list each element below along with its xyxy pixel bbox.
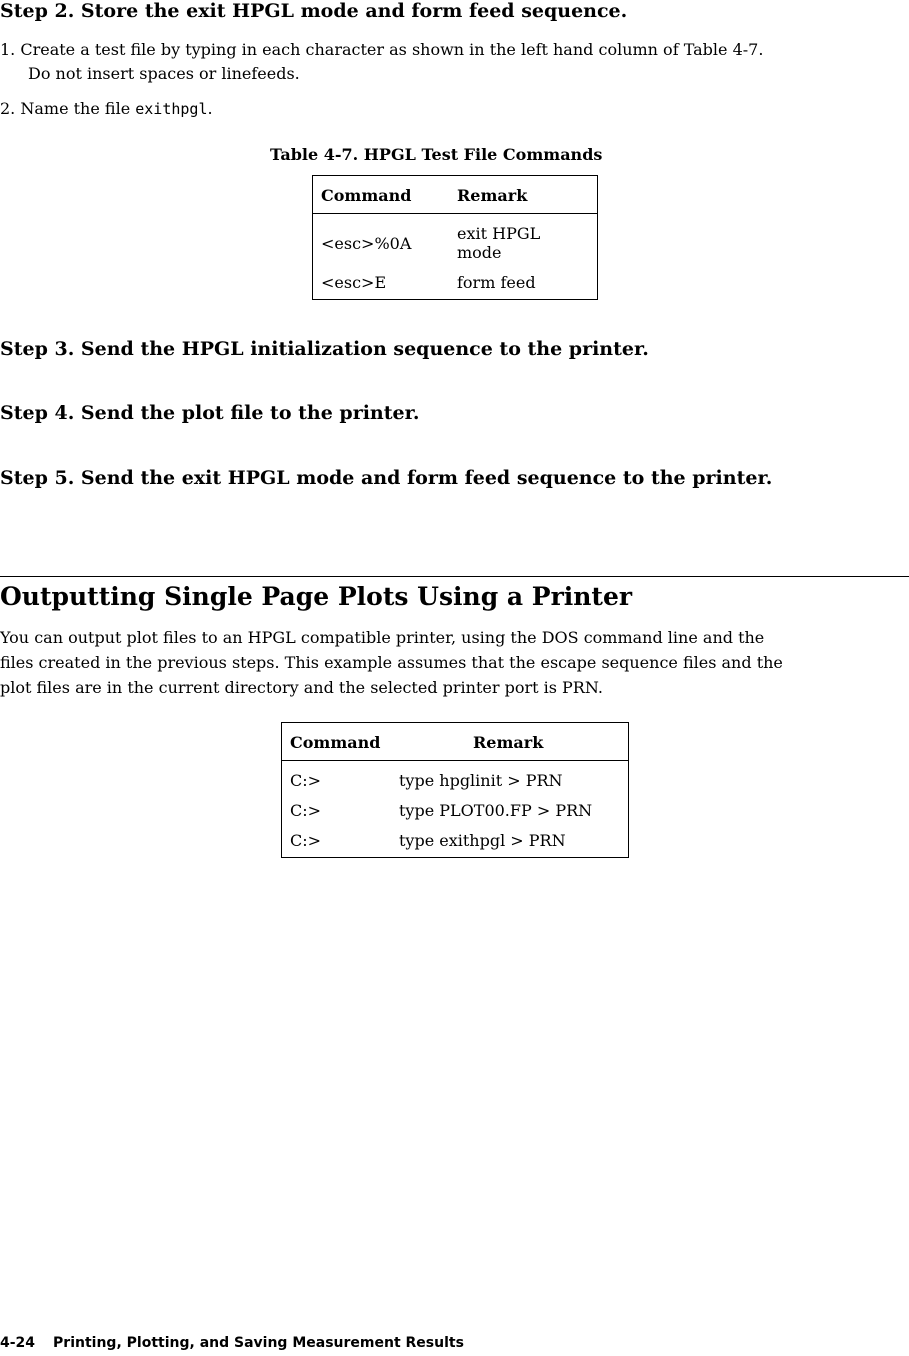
section-title: Outputting Single Page Plots Using a Printer: [0, 582, 633, 611]
column-header-command: Command: [282, 723, 392, 761]
column-header-remark: Remark: [391, 723, 629, 761]
prompt-cell: C:>: [290, 831, 322, 850]
remark-cell: form feed: [457, 273, 536, 292]
section-paragraph-line-1: You can output plot files to an HPGL compatible printer, using the DOS command line and the: [0, 628, 765, 647]
step-5-heading: Step 5. Send the exit HPGL mode and form feed sequence to the printer.: [0, 467, 773, 489]
instruction-1-line-2: Do not insert spaces or linefeeds.: [28, 64, 300, 83]
table-row: [313, 269, 598, 300]
step-4-heading: Step 4. Send the plot file to the printer.: [0, 402, 420, 424]
table-row: [282, 761, 629, 798]
remark-cell: exit HPGL mode: [457, 224, 541, 262]
command-cell: type PLOT00.FP > PRN: [399, 801, 593, 820]
page-footer: [0, 1335, 464, 1351]
footer-title: Printing, Plotting, and Saving Measurement Results: [53, 1335, 464, 1351]
column-header-command: Command: [313, 176, 450, 214]
table-4-7-caption: Table 4-7. HPGL Test File Commands: [270, 145, 603, 164]
hpgl-test-file-table: [312, 175, 598, 300]
command-cell: type exithpgl > PRN: [399, 831, 566, 850]
section-paragraph-line-2: files created in the previous steps. This example assumes that the escape sequence files and the: [0, 653, 783, 672]
instruction-2-period: .: [207, 99, 213, 118]
table-header-row: [313, 176, 598, 214]
table-row: [282, 797, 629, 827]
command-cell: <esc>E: [321, 273, 387, 292]
section-divider: [0, 576, 909, 577]
filename-exithpgl: exithpgl: [135, 100, 208, 118]
instruction-1-line-1: 1. Create a test file by typing in each character as shown in the left hand column of Table 4-7.: [0, 40, 764, 59]
page-number: 4-24: [0, 1335, 36, 1351]
command-cell: type hpglinit > PRN: [399, 771, 563, 790]
instruction-2-text: 2. Name the file: [0, 99, 136, 118]
table-row: [313, 214, 598, 270]
command-cell: <esc>%0A: [321, 233, 412, 253]
prompt-cell: C:>: [290, 771, 322, 790]
printer-command-table: [281, 722, 629, 858]
step-3-heading: Step 3. Send the HPGL initialization sequence to the printer.: [0, 338, 649, 360]
instruction-2: [0, 96, 213, 122]
section-paragraph-line-3: plot files are in the current directory and the selected printer port is PRN.: [0, 678, 603, 697]
step-2-heading: Step 2. Store the exit HPGL mode and form feed sequence.: [0, 0, 628, 22]
table-row: [282, 827, 629, 858]
prompt-cell: C:>: [290, 801, 322, 820]
table-header-row: [282, 723, 629, 761]
column-header-remark: Remark: [449, 176, 598, 214]
